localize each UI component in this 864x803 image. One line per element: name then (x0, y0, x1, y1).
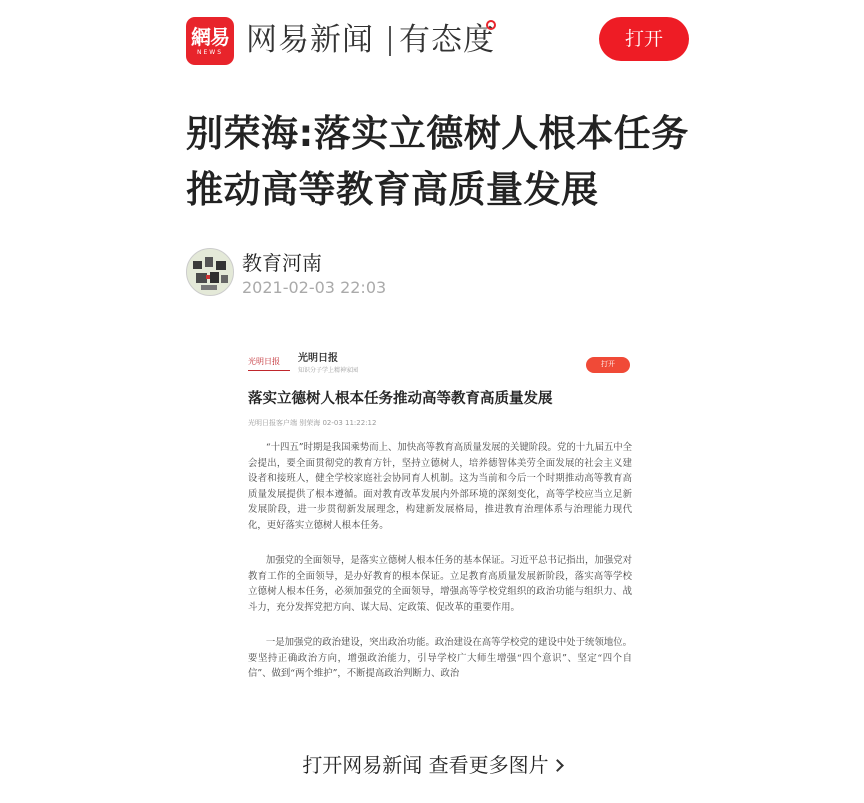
author-avatar[interactable] (186, 248, 234, 296)
logo-text: 網易 (191, 25, 229, 49)
article-screenshot-image[interactable] (236, 342, 642, 722)
chevron-right-icon (551, 759, 564, 772)
screenshot-paragraph: “十四五”时期是我国乘势而上、加快高等教育高质量发展的关键阶段。党的十九届五中全会提出，要全面贯彻党的教育方针，坚持立德树人，培养德智体美劳全面发展的社会主义建设者和接班人，健全学校家庭社会协同育人机制。这为当前和今后一个时期推动高等教育高质量发展提供了根本遵循。面对教育改革发展内外部环境的深刻变化，高等学校应当立足新发展阶段，进一步贯彻新发展理念，构建新发展格局，推进教育治理体系与治理能力现代化，更好落实立德树人根本任务。 (248, 442, 632, 531)
app-header (0, 0, 864, 80)
more-images-label: 打开网易新闻 查看更多图片 (302, 753, 549, 777)
open-app-button[interactable]: 打开 (599, 17, 689, 61)
source-name: 光明日报 (298, 353, 338, 364)
publish-time: 2021-02-03 22:03 (242, 278, 387, 297)
screenshot-title: 落实立德树人根本任务推动高等教育高质量发展 (248, 390, 553, 407)
article-title: 别荣海:落实立德树人根本任务推动高等教育高质量发展 (186, 112, 689, 211)
registered-dot-icon (486, 20, 496, 30)
brand-slogan: 有态度 (399, 22, 495, 58)
netease-logo[interactable] (186, 17, 234, 65)
logo-sub: NEWS (196, 49, 224, 56)
screenshot-meta: 光明日报客户端 别荣海 02-03 11:22:12 (248, 419, 377, 427)
source-open-button: 打开 (586, 357, 630, 373)
author-name[interactable]: 教育河南 (242, 251, 322, 275)
brand-name: 网易新闻 (246, 22, 374, 58)
open-app-more-images-link[interactable] (0, 748, 864, 782)
screenshot-body (248, 440, 632, 702)
screenshot-paragraph: 一是加强党的政治建设，突出政治功能。政治建设在高等学校党的建设中处于统领地位。要坚持正确政治方向，增强政治能力，引导学校广大师生增强“四个意识”、坚定“四个自信”、做到“两个维护”，不断提高政治判断力、政治 (248, 637, 632, 679)
screenshot-paragraph: 加强党的全面领导，是落实立德树人根本任务的基本保证。习近平总书记指出，加强党对教育工作的全面领导，是办好教育的根本保证。立足教育高质量发展新阶段，落实高等学校立德树人根本任务，必须加强党的全面领导，增强高等学校党组织的政治功能与组织力、战斗力，充分发挥党把方向、谋大局、定政策、促改革的重要作用。 (248, 555, 632, 613)
source-logo: 光明日报 (248, 354, 290, 371)
source-slogan: 知识分子学上精神家园 (298, 367, 359, 374)
avatar-image (187, 249, 233, 295)
brand-divider (389, 26, 391, 56)
